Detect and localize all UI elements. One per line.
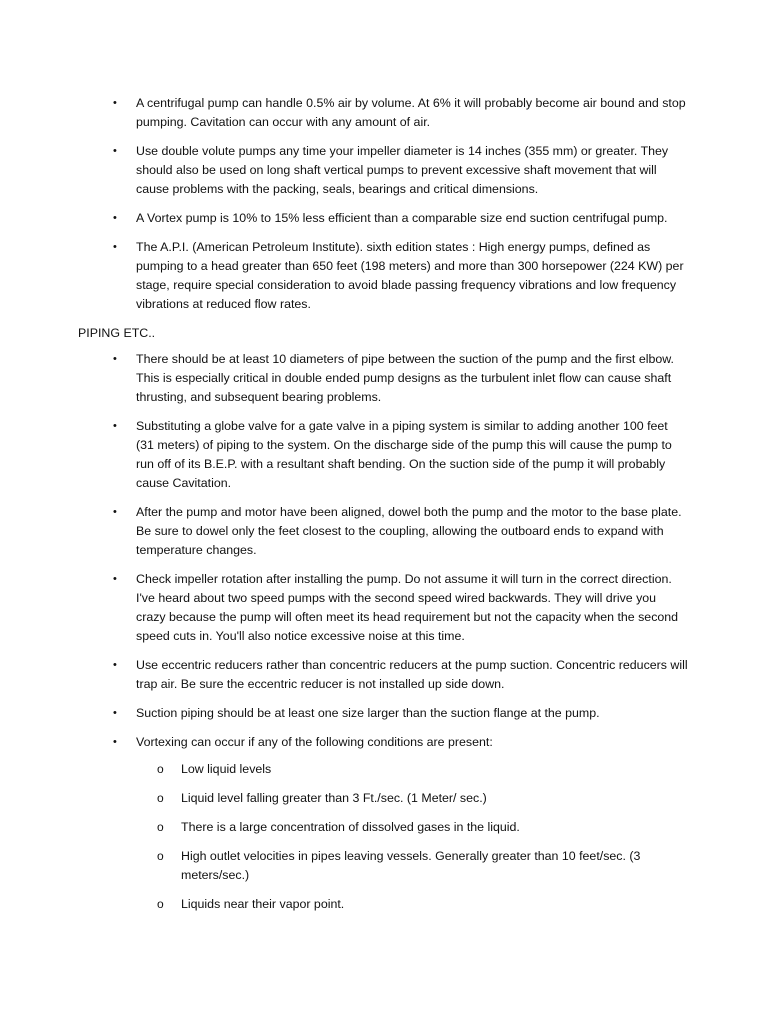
bullet-icon: •	[113, 736, 117, 748]
bullet-icon: •	[113, 506, 117, 518]
sub-list-item-text: High outlet velocities in pipes leaving vessels. Generally greater than 10 feet/sec. (3 meters/sec.)	[181, 849, 641, 882]
list-item-text: The A.P.I. (American Petroleum Institute). sixth edition states : High energy pumps, defined as pumping to a head greater than 650 feet (198 meters) and more than 300 horsepower (224 KW) per stage, require special consideration to avoid blade passing frequency vibrations and low frequency vibrations at reduced flow rates.	[136, 240, 684, 311]
list-item-text: Check impeller rotation after installing the pump. Do not assume it will turn in the correct direction. I've heard about two speed pumps with the second speed wired backwards. They will drive you crazy because the pump will often meet its head requirement but not the capacity when the second speed cuts in. You'll also notice excessive noise at this time.	[136, 572, 679, 643]
bullet-icon: •	[113, 659, 117, 671]
sub-list-item	[0, 789, 768, 808]
bullet-icon: •	[113, 212, 117, 224]
bullet-icon: •	[113, 97, 117, 109]
list-item	[0, 733, 768, 752]
list-item-text: Use double volute pumps any time your impeller diameter is 14 inches (355 mm) or greater. They should also be used on long shaft vertical pumps to prevent excessive shaft movement that will cause problems with the packing, seals, bearings and critical dimensions.	[136, 144, 669, 196]
list-item-text: Use eccentric reducers rather than concentric reducers at the pump suction. Concentric reducers will trap air. Be sure the eccentric reducer is not installed up side down.	[136, 658, 688, 691]
bullet-list-piping	[0, 350, 768, 762]
sub-list-item	[0, 760, 768, 779]
sub-list-item	[0, 847, 768, 885]
sub-list-item	[0, 895, 768, 914]
list-item	[0, 350, 768, 407]
list-item-text: A Vortex pump is 10% to 15% less efficient than a comparable size end suction centrifugal pump.	[136, 211, 668, 225]
list-item-text: Suction piping should be at least one size larger than the suction flange at the pump.	[136, 706, 600, 720]
list-item	[0, 142, 768, 199]
list-item-text: Vortexing can occur if any of the following conditions are present:	[136, 735, 493, 749]
list-item-text: A centrifugal pump can handle 0.5% air by volume. At 6% it will probably become air bound and stop pumping. Cavitation can occur with any amount of air.	[136, 96, 686, 129]
list-item-text: After the pump and motor have been aligned, dowel both the pump and the motor to the base plate. Be sure to dowel only the feet closest to the coupling, allowing the outboard ends to expand with temperature changes.	[136, 505, 682, 557]
list-item	[0, 417, 768, 493]
bullet-icon: •	[113, 241, 117, 253]
sub-list-item	[0, 818, 768, 837]
circle-bullet-icon: o	[157, 791, 164, 805]
list-item	[0, 94, 768, 132]
circle-bullet-icon: o	[157, 849, 164, 863]
bullet-icon: •	[113, 145, 117, 157]
list-item	[0, 503, 768, 560]
sub-list-item-text: Liquid level falling greater than 3 Ft./sec. (1 Meter/ sec.)	[181, 791, 487, 805]
list-item	[0, 209, 768, 228]
circle-bullet-icon: o	[157, 820, 164, 834]
sub-bullet-list-vortexing-conditions	[0, 760, 768, 924]
list-item-text: There should be at least 10 diameters of pipe between the suction of the pump and the first elbow. This is especially critical in double ended pump designs as the turbulent inlet flow can cause shaft thrusting, and subsequent bearing problems.	[136, 352, 674, 404]
bullet-icon: •	[113, 707, 117, 719]
list-item	[0, 704, 768, 723]
sub-list-item-text: Low liquid levels	[181, 762, 272, 776]
bullet-icon: •	[113, 420, 117, 432]
section-heading-piping: PIPING ETC..	[78, 326, 156, 340]
list-item	[0, 570, 768, 646]
bullet-icon: •	[113, 573, 117, 585]
list-item	[0, 238, 768, 314]
circle-bullet-icon: o	[157, 762, 164, 776]
bullet-list-pump-facts	[0, 94, 768, 324]
list-item	[0, 656, 768, 694]
sub-list-item-text: Liquids near their vapor point.	[181, 897, 345, 911]
sub-list-item-text: There is a large concentration of dissolved gases in the liquid.	[181, 820, 520, 834]
circle-bullet-icon: o	[157, 897, 164, 911]
bullet-icon: •	[113, 353, 117, 365]
list-item-text: Substituting a globe valve for a gate valve in a piping system is similar to adding another 100 feet (31 meters) of piping to the system. On the discharge side of the pump this will cause the pump to run off of its B.E.P. with a resultant shaft bending. On the suction side of the pump it will probably cause Cavitation.	[136, 419, 672, 490]
